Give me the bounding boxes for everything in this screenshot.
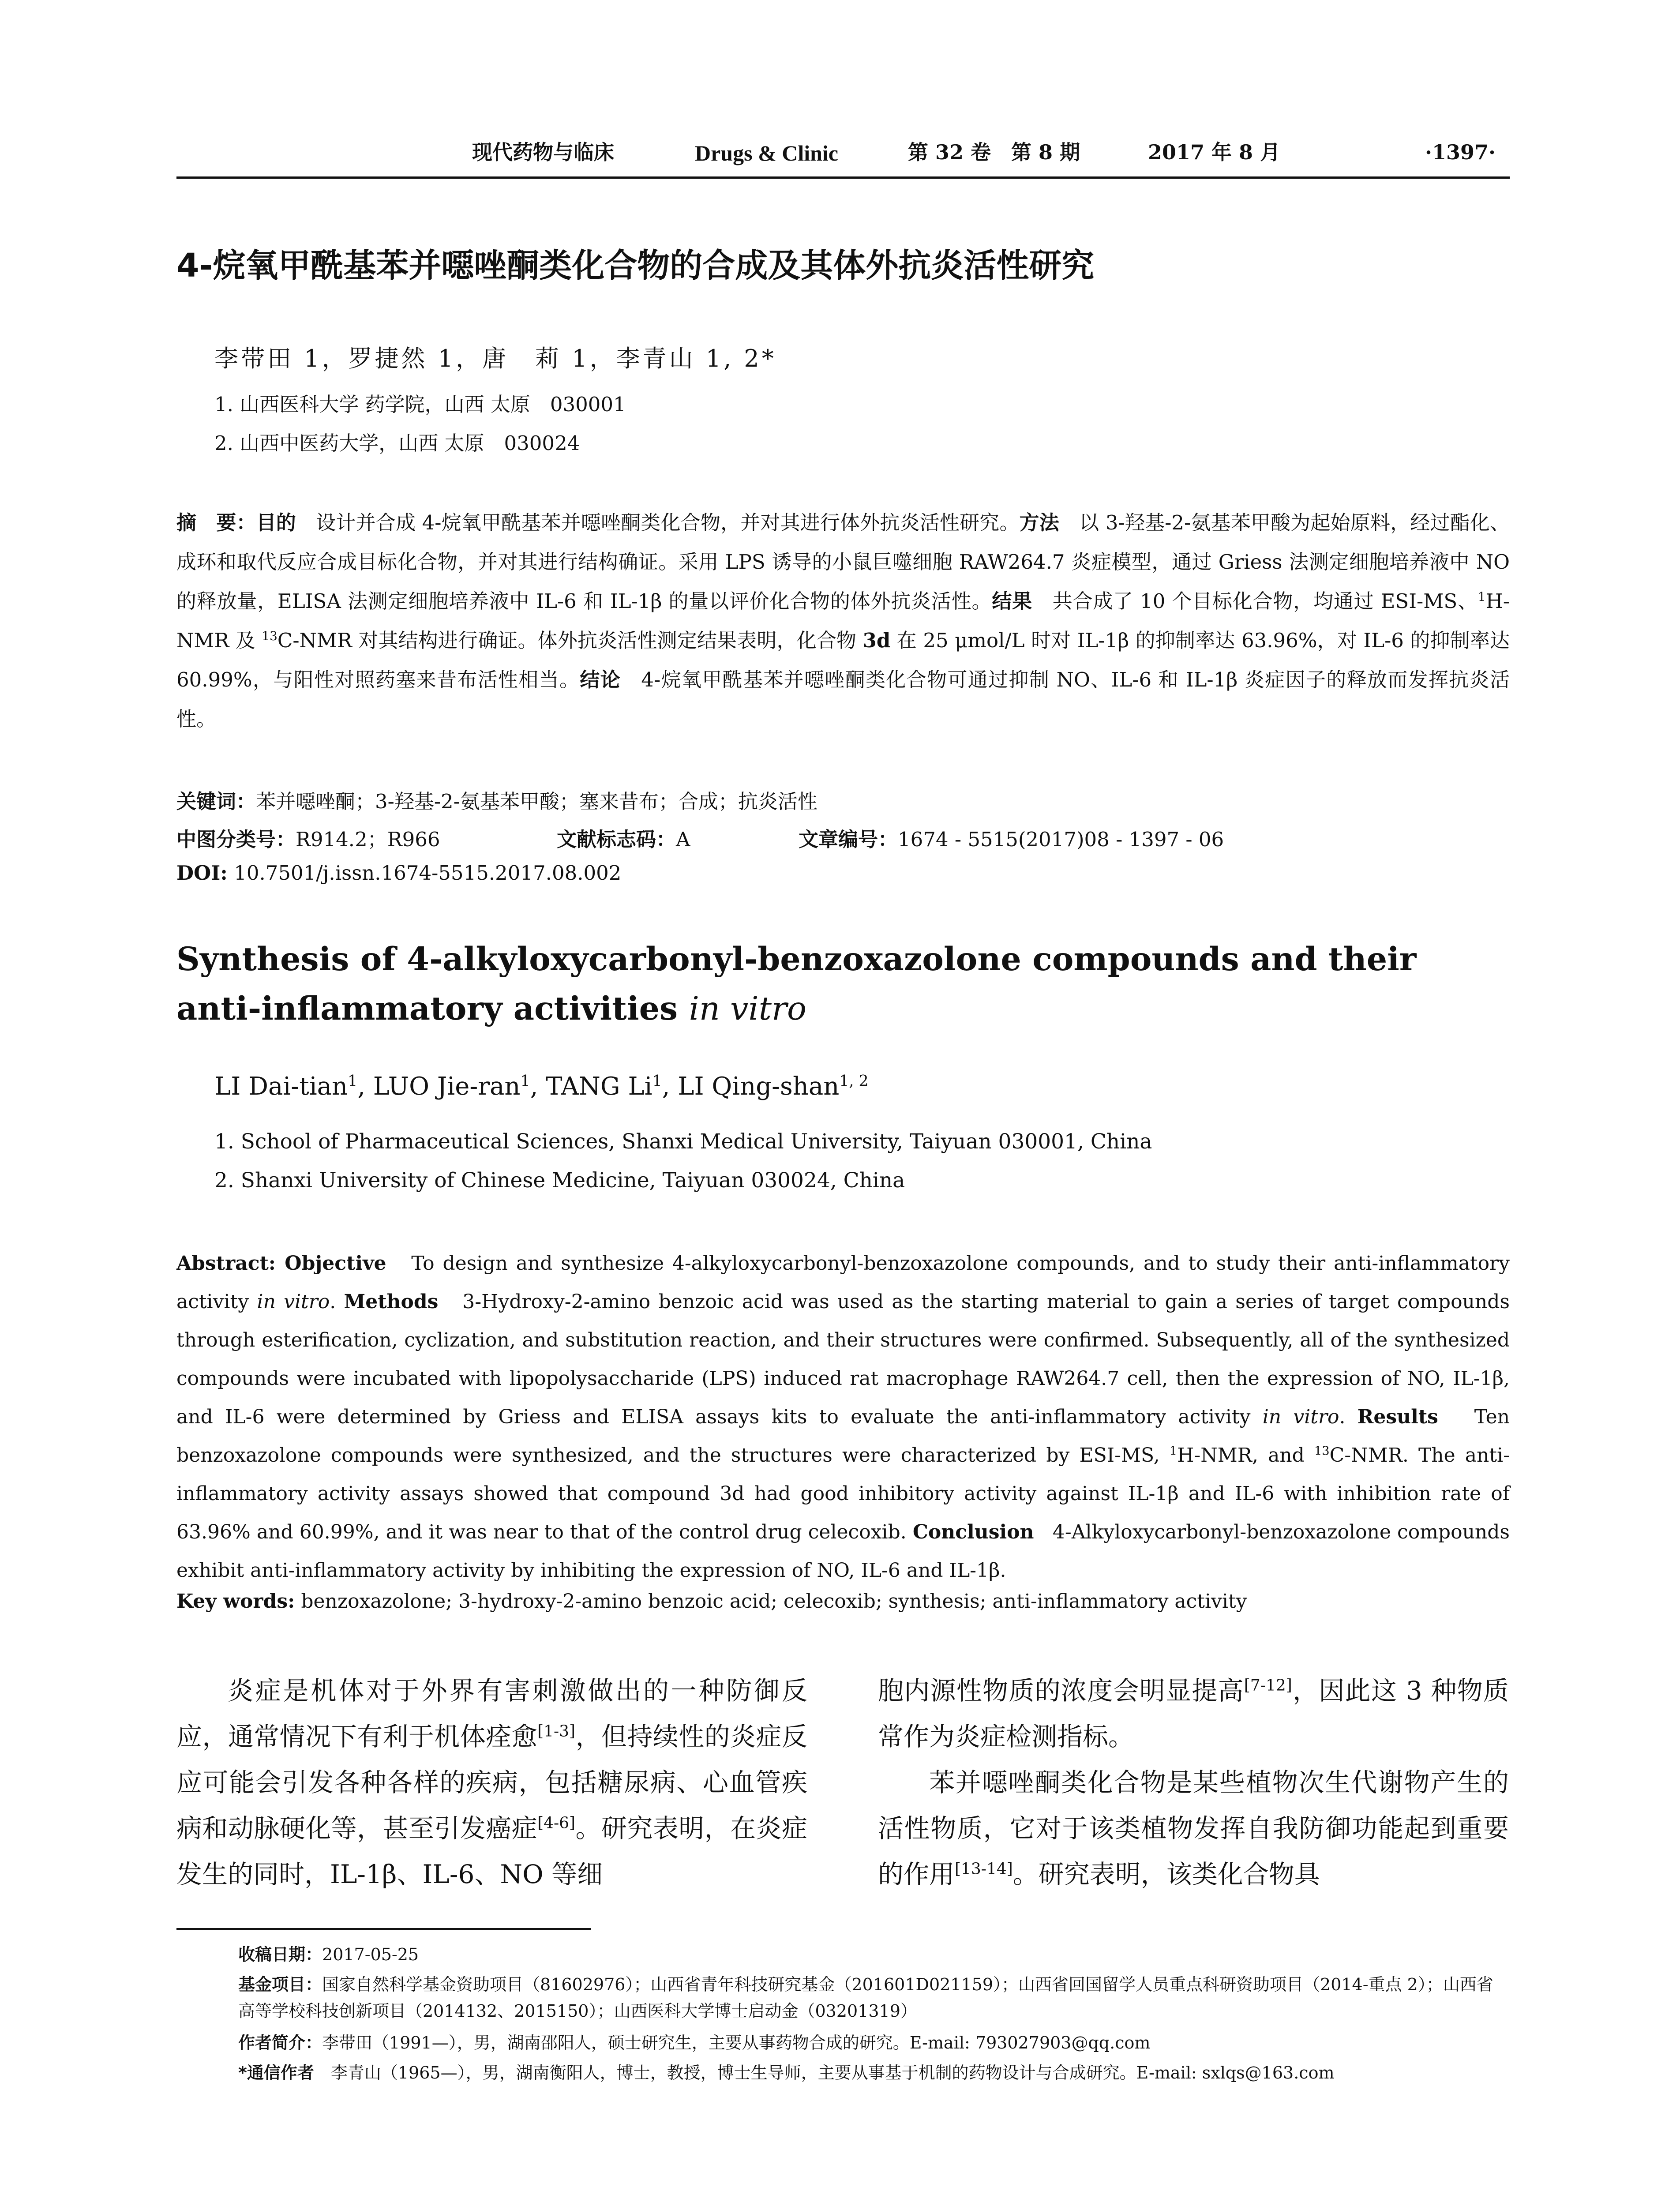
results-cn-b: H-NMR 及 bbox=[176, 589, 1510, 652]
author-en-1: LI Dai-tian bbox=[214, 1072, 348, 1101]
objective-en-b: . bbox=[330, 1291, 336, 1313]
keywords-en-text: benzoxazolone; 3-hydroxy-2-amino benzoic acid; celecoxib; synthesis; anti-inflammatory activity bbox=[301, 1590, 1247, 1613]
body-p1-a: 炎症是机体对于外界有害刺激做出的一种防御反应，通常情况下有利于机体痊愈 bbox=[176, 1676, 807, 1752]
title-en-italic: in vitro bbox=[689, 990, 806, 1028]
author-en-4: LI Qing-shan bbox=[678, 1072, 840, 1101]
citation-7-12[interactable]: [7-12] bbox=[1244, 1676, 1292, 1695]
authors-en: LI Dai-tian$^1$, LUO Jie-ran$^1$, TANG Li$^1$, LI Qing-shan$^{1, 2}$ bbox=[214, 1072, 869, 1101]
body-p1-cont-a: 胞内源性物质的浓度会明显提高 bbox=[878, 1676, 1244, 1706]
header-journal-en: Drugs & Clinic bbox=[695, 141, 838, 165]
keywords-cn bbox=[176, 785, 818, 814]
results-en-b: H-NMR, and bbox=[1177, 1444, 1314, 1467]
author-info-label: 作者简介： bbox=[238, 2033, 322, 2052]
received-date: 2017-05-25 bbox=[322, 1945, 419, 1964]
doc-value: A bbox=[676, 828, 690, 851]
methods-cn-label: 方法 bbox=[1019, 511, 1059, 534]
article-number bbox=[799, 823, 1224, 852]
body-paragraph-1-continued bbox=[878, 1668, 1509, 1760]
received-label: 收稿日期： bbox=[238, 1945, 322, 1964]
results-cn-d: 在 25 μmol/L 时对 IL-1β 的抑制率达 63.96%，对 IL-6 的抑制率达 60.99%，与阳性对照药塞来昔布活性相当。 bbox=[176, 629, 1510, 691]
methods-en-label: Methods bbox=[344, 1291, 439, 1313]
article-label: 文章编号： bbox=[799, 828, 898, 851]
abstract-cn-label: 摘 要： bbox=[176, 511, 256, 534]
conclusion-en: 4-Alkyloxycarbonyl-benzoxazolone compounds exhibit anti-inflammatory activity by inhibiting the expression of NO, IL-6 and IL-1β. bbox=[176, 1521, 1510, 1582]
methods-cn: 以 3-羟基-2-氨基苯甲酸为起始原料，经过酯化、成环和取代反应合成目标化合物，并对其进行结构确证。采用 LPS 诱导的小鼠巨噬细胞 RAW264.7 炎症模型，通过 Griess 法测定细胞培养液中 NO 的释放量，ELISA 法测定细胞培养液中 IL-6 和 IL-1β 的量以评价化合物的体外抗炎活性。 bbox=[176, 511, 1510, 613]
body-p1-cont-b: ，因此这 3 种物质常作为炎症检测指标。 bbox=[878, 1676, 1509, 1752]
abstract-en: Abstract: Objective To design and synthesize 4-alkyloxycarbonyl-benzoxazolone compounds, and to study their anti-inflammatory activity in vitro. Methods 3-Hydroxy-2-amino benzoic acid was used as the starting material to gain a series of target compounds through esterification, cyclization, and substitution reaction, and their structures were confirmed. Subsequently, all of the synthesized compounds were incubated with lipopolysaccharide (LPS) induced rat macrophage RAW264.7 cell, then the expression of NO, IL-1β, and IL-6 were determined by Griess and ELISA assays kits to evaluate the anti-inflammatory activity in vitro. Results Ten benzoxazolone compounds were synthesized, and the structures were characterized by ESI-MS, $^1$H-NMR, and $^{13}$C-NMR. The anti-inflammatory activity assays showed that compound 3d had good inhibitory activity against IL-1β and IL-6 with inhibition rate of 63.96% and 60.99%, and it was near to that of the control drug celecoxib. Conclusion 4-Alkyloxycarbonyl-benzoxazolone compounds exhibit anti-inflammatory activity by inhibiting the expression of NO, IL-6 and IL-1β. bbox=[176, 1252, 1510, 1582]
objective-en-italic: in vitro bbox=[257, 1291, 330, 1313]
clc-value: R914.2；R966 bbox=[296, 828, 440, 851]
keywords-cn-text: 苯并噁唑酮；3-羟基-2-氨基苯甲酸；塞来昔布；合成；抗炎活性 bbox=[256, 790, 818, 813]
footnote-corresponding bbox=[238, 2060, 1510, 2086]
body-p1-c: 。研究表明，在炎症发生的同时，IL-1β、IL-6、NO 等细 bbox=[176, 1813, 807, 1889]
affiliation-en-2: 2. Shanxi University of Chinese Medicine, Taiyuan 030024, China bbox=[214, 1168, 905, 1193]
methods-en-b: . bbox=[1339, 1406, 1346, 1428]
footnote-rule bbox=[176, 1928, 591, 1930]
header-journal-cn: 现代药物与临床 bbox=[472, 140, 614, 164]
corresponding-label: *通信作者 bbox=[238, 2063, 314, 2082]
doi-value[interactable]: 10.7501/j.issn.1674-5515.2017.08.002 bbox=[234, 861, 622, 885]
footnote-received bbox=[238, 1941, 1510, 1968]
footnote-author bbox=[238, 2030, 1510, 2056]
body-p1-b: ，但持续性的炎症反应可能会引发各种各样的疾病，包括糖尿病、心血管疾病和动脉硬化等，甚至引发癌症 bbox=[176, 1722, 807, 1843]
article-value: 1674 - 5515(2017)08 - 1397 - 06 bbox=[898, 828, 1224, 851]
author-en-1-aff: 1 bbox=[348, 1072, 358, 1090]
abstract-en-label: Abstract: Objective bbox=[176, 1252, 386, 1275]
results-cn-c: C-NMR 对其结构进行确证。体外抗炎活性测定结果表明，化合物 bbox=[277, 629, 863, 652]
fund-text: 国家自然科学基金资助项目（81602976）；山西省青年科技研究基金（201601D021159）；山西省回国留学人员重点科研资助项目（2014-重点 2）；山西省高等学校科技创新项目（2014132、2015150）；山西医科大学博士启动金（03201319） bbox=[238, 1975, 1493, 2021]
body-paragraph-2 bbox=[878, 1760, 1509, 1897]
clc-number bbox=[176, 823, 440, 852]
doc-label: 文献标志码： bbox=[557, 828, 676, 851]
document-code bbox=[557, 823, 690, 852]
title-en-main: Synthesis of 4-alkyloxycarbonyl-benzoxazolone compounds and their anti-inflammatory activities bbox=[176, 940, 1417, 1028]
results-en-c: C-NMR. The anti-inflammatory activity assays showed that compound 3d had good inhibitory activity against IL-1β and IL-6 with inhibition rate of 63.96% and 60.99%, and it was near to that of the control drug celecoxib. bbox=[176, 1444, 1510, 1543]
body-paragraph-1 bbox=[176, 1668, 807, 1897]
results-en-label: Results bbox=[1357, 1406, 1438, 1428]
title-cn: 4-烷氧甲酰基苯并噁唑酮类化合物的合成及其体外抗炎活性研究 bbox=[176, 247, 1095, 285]
conclusion-en-label: Conclusion bbox=[912, 1521, 1034, 1543]
author-en-2-aff: 1 bbox=[520, 1072, 530, 1090]
citation-1-3[interactable]: [1-3] bbox=[537, 1722, 576, 1741]
authors-cn: 李带田 1，罗捷然 1，唐 莉 1，李青山 1, 2* bbox=[214, 345, 776, 372]
conclusion-cn: 4-烷氧甲酰基苯并噁唑酮类化合物可通过抑制 NO、IL-6 和 IL-1β 炎症因子的释放而发挥抗炎活性。 bbox=[176, 668, 1510, 731]
methods-en-italic: in vitro bbox=[1262, 1406, 1339, 1428]
body-column-left bbox=[176, 1668, 807, 1897]
conclusion-cn-label: 结论 bbox=[580, 668, 621, 691]
clc-label: 中图分类号： bbox=[176, 828, 296, 851]
citation-13-14[interactable]: [13-14] bbox=[955, 1860, 1013, 1878]
body-p2-a: 苯并噁唑酮类化合物是某些植物次生代谢物产生的活性物质，它对于该类植物发挥自我防御功能起到重要的作用 bbox=[878, 1767, 1509, 1889]
author-en-2: LUO Jie-ran bbox=[373, 1072, 521, 1101]
doi bbox=[176, 861, 621, 885]
body-column-right bbox=[878, 1668, 1509, 1897]
title-en bbox=[176, 934, 1510, 1034]
corresponding-text: 李青山（1965—），男，湖南衡阳人，博士，教授，博士生导师，主要从事基于机制的药物设计与合成研究。E-mail: sxlqs@163.com bbox=[330, 2063, 1335, 2082]
keywords-cn-label: 关键词： bbox=[176, 790, 256, 813]
objective-cn-label: 目的 bbox=[256, 511, 296, 534]
author-en-3-aff: 1 bbox=[652, 1072, 662, 1090]
author-en-3: TANG Li bbox=[546, 1072, 652, 1101]
author-info-text: 李带田（1991—），男，湖南邵阳人，硕士研究生，主要从事药物合成的研究。E-mail: 793027903@qq.com bbox=[322, 2033, 1151, 2052]
results-en-a: Ten benzoxazolone compounds were synthesized, and the structures were characterized by ESI-MS, bbox=[176, 1406, 1510, 1467]
doi-label: DOI: bbox=[176, 861, 228, 885]
header-rule bbox=[176, 176, 1510, 179]
methods-en-a: 3-Hydroxy-2-amino benzoic acid was used as the starting material to gain a series of target compounds through esterification, cyclization, and substitution reaction, and their structures were confirmed. Subsequently, all of the synthesized compounds were incubated with lipopolysaccharide (LPS) induced rat macrophage RAW264.7 cell, then the expression of NO, IL-1β, and IL-6 were determined by Griess and ELISA assays kits to evaluate the anti-inflammatory activity bbox=[176, 1291, 1510, 1428]
objective-en-a: To design and synthesize 4-alkyloxycarbonyl-benzoxazolone compounds, and to study their anti-inflammatory activity bbox=[176, 1252, 1510, 1313]
affiliation-en-1: 1. School of Pharmaceutical Sciences, Shanxi Medical University, Taiyuan 030001, China bbox=[214, 1129, 1152, 1154]
abstract-cn: 摘 要：目的 设计并合成 4-烷氧甲酰基苯并噁唑酮类化合物，并对其进行体外抗炎活性研究。方法 以 3-羟基-2-氨基苯甲酸为起始原料，经过酯化、成环和取代反应合成目标化合物，并对其进行结构确证。采用 LPS 诱导的小鼠巨噬细胞 RAW264.7 炎症模型，通过 Griess 法测定细胞培养液中 NO 的释放量，ELISA 法测定细胞培养液中 IL-6 和 IL-1β 的量以评价化合物的体外抗炎活性。结果 共合成了 10 个目标化合物，均通过 ESI-MS、$^1$H-NMR 及 $^{13}$C-NMR 对其结构进行确证。体外抗炎活性测定结果表明，化合物 3d 在 25 μmol/L 时对 IL-1β 的抑制率达 63.96%，对 IL-6 的抑制率达 60.99%，与阳性对照药塞来昔布活性相当。结论 4-烷氧甲酰基苯并噁唑酮类化合物可通过抑制 NO、IL-6 和 IL-1β 炎症因子的释放而发挥抗炎活性。 bbox=[176, 511, 1510, 731]
keywords-en-label: Key words: bbox=[176, 1590, 295, 1613]
results-cn-compound: 3d bbox=[862, 629, 891, 652]
footnote-fund bbox=[238, 1971, 1510, 2024]
keywords-en bbox=[176, 1590, 1247, 1613]
fund-label: 基金项目： bbox=[238, 1975, 322, 1994]
header-volume-issue: 第 32 卷 第 8 期 bbox=[908, 140, 1080, 164]
header-date: 2017 年 8 月 bbox=[1148, 140, 1281, 164]
affiliation-cn-1: 1. 山西医科大学 药学院，山西 太原 030001 bbox=[214, 393, 626, 416]
header-page-number: ·1397· bbox=[1425, 140, 1496, 164]
objective-cn: 设计并合成 4-烷氧甲酰基苯并噁唑酮类化合物，并对其进行体外抗炎活性研究。 bbox=[316, 511, 1020, 534]
body-p2-b: 。研究表明，该类化合物具 bbox=[1012, 1859, 1320, 1889]
author-en-4-aff: 1, 2 bbox=[839, 1072, 869, 1090]
citation-4-6[interactable]: [4-6] bbox=[537, 1814, 576, 1832]
results-cn-a: 共合成了 10 个目标化合物，均通过 ESI-MS、 bbox=[1052, 589, 1478, 613]
affiliation-cn-2: 2. 山西中医药大学，山西 太原 030024 bbox=[214, 431, 580, 455]
results-cn-label: 结果 bbox=[992, 589, 1032, 613]
